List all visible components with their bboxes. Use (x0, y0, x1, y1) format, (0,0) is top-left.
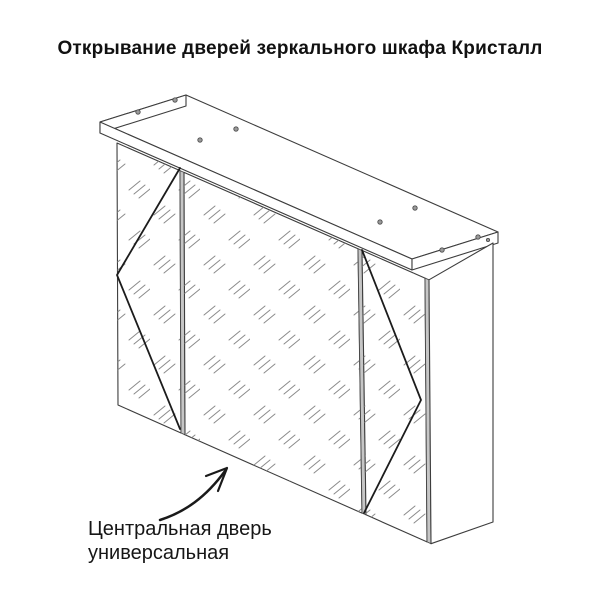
callout-arrow-icon (160, 468, 227, 520)
screw-icon (476, 235, 480, 239)
left-door-mirror-hatch (117, 143, 181, 433)
side-panel (429, 243, 493, 544)
left-door (117, 143, 181, 433)
edge-fitting-icon (486, 238, 489, 241)
door-callout (88, 517, 272, 565)
screw-icon (440, 248, 444, 252)
callout-line1: Центральная дверь (88, 518, 272, 540)
screw-icon (198, 138, 202, 142)
screw-icon (413, 206, 417, 210)
page-title: Открывание дверей зеркального шкафа Кристалл (57, 38, 543, 59)
callout-line2: универсальная (88, 542, 230, 564)
screw-icon (378, 220, 382, 224)
screw-icon (234, 127, 238, 131)
screw-icon (136, 110, 140, 114)
screw-icon (173, 98, 177, 102)
